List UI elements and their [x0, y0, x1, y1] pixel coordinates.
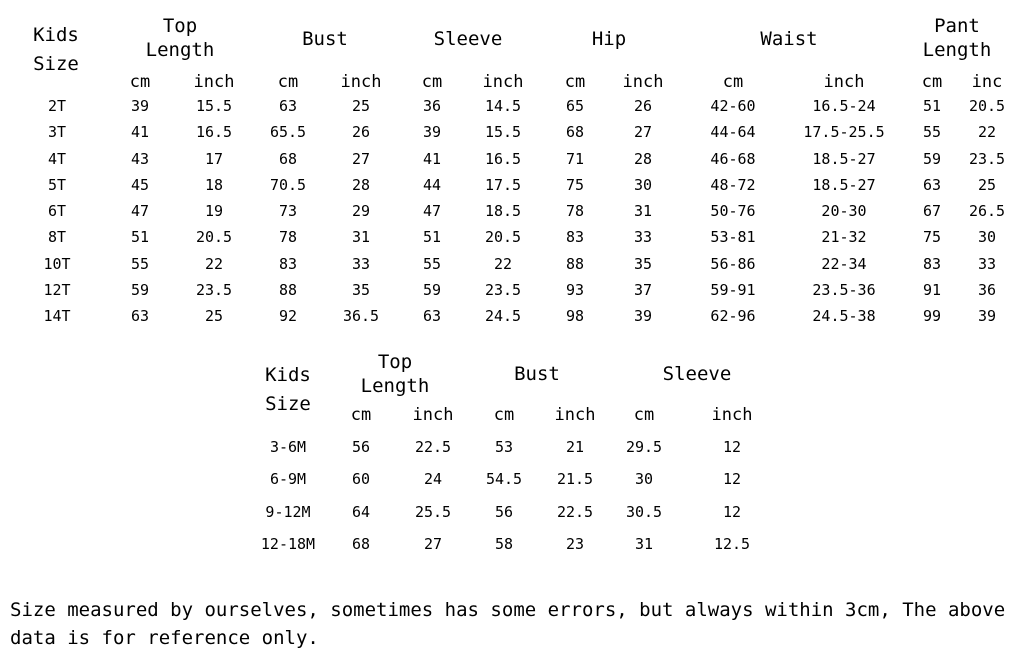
column-group-header: Top: [377, 351, 413, 373]
table-cell: 23.5: [195, 280, 233, 299]
table-cell: 88: [278, 280, 298, 299]
table-cell: 68: [278, 149, 298, 168]
table-cell: 14.5: [484, 97, 522, 115]
table-cell: 23.5-36: [812, 280, 876, 299]
table-cell: 22: [493, 254, 513, 273]
table-cell: 39: [130, 97, 150, 115]
table-cell: 25: [204, 307, 224, 325]
table-cell: 51: [922, 97, 942, 115]
table-cell: 98: [565, 307, 585, 325]
unit-header: inch: [622, 72, 664, 92]
table-cell: 56: [494, 502, 514, 521]
table-cell: 41: [130, 123, 150, 142]
table-cell: 18: [204, 175, 224, 194]
table-cell: 47: [422, 202, 442, 220]
table-cell: 78: [565, 202, 585, 220]
table-cell: 50-76: [710, 202, 756, 220]
size-label: 6T: [47, 202, 67, 220]
unit-header: inch: [482, 72, 524, 92]
table-cell: 22: [204, 254, 224, 273]
table-cell: 78: [278, 228, 298, 247]
table-cell: 73: [278, 202, 298, 220]
table-cell: 31: [351, 228, 371, 247]
table-cell: 17.5: [484, 175, 522, 194]
table-cell: 63: [278, 97, 298, 115]
table-cell: 20-30: [821, 202, 867, 220]
table-cell: 36: [422, 97, 442, 115]
size-label: 6-9M: [269, 470, 307, 489]
table-cell: 65: [565, 97, 585, 115]
table-cell: 27: [423, 535, 443, 554]
table-cell: 53-81: [710, 228, 756, 247]
table-cell: 12: [722, 502, 742, 521]
table-cell: 59-91: [710, 280, 756, 299]
table-cell: 48-72: [710, 175, 756, 194]
unit-header: cm: [277, 72, 299, 92]
table-cell: 56: [351, 438, 371, 456]
table-cell: 23.5: [968, 149, 1006, 168]
table-cell: 63: [130, 307, 150, 325]
table-cell: 46-68: [710, 149, 756, 168]
table-cell: 93: [565, 280, 585, 299]
size-header: Size: [33, 53, 79, 75]
table-cell: 22.5: [414, 438, 452, 456]
unit-header: inc: [971, 72, 1003, 92]
size-label: 8T: [47, 228, 67, 247]
table-cell: 83: [565, 228, 585, 247]
table-cell: 53: [494, 438, 514, 456]
table-cell: 28: [633, 149, 653, 168]
table-cell: 36.5: [342, 307, 380, 325]
table-cell: 51: [130, 228, 150, 247]
size-label: 4T: [47, 149, 67, 168]
table-cell: 22-34: [821, 254, 867, 273]
size-label: 2T: [47, 97, 67, 115]
unit-header: inch: [554, 405, 596, 425]
table-cell: 56-86: [710, 254, 756, 273]
table-cell: 30.5: [625, 502, 663, 521]
table-cell: 20.5: [195, 228, 233, 247]
unit-header: inch: [823, 72, 865, 92]
table-cell: 21.5: [556, 470, 594, 489]
table-cell: 36: [977, 280, 997, 299]
size-header: Size: [265, 393, 311, 415]
unit-header: cm: [350, 405, 372, 425]
table-cell: 29: [351, 202, 371, 220]
table-cell: 83: [922, 254, 942, 273]
table-cell: 21-32: [821, 228, 867, 247]
table-cell: 22: [977, 123, 997, 142]
column-group-header: Pant: [934, 15, 980, 37]
table-cell: 67: [922, 202, 942, 220]
table-cell: 30: [634, 470, 654, 489]
table-cell: 22.5: [556, 502, 594, 521]
table-cell: 54.5: [485, 470, 523, 489]
table-cell: 30: [633, 175, 653, 194]
table-cell: 59: [130, 280, 150, 299]
column-group-header: Hip: [591, 28, 627, 50]
table-cell: 17: [204, 149, 224, 168]
table-cell: 16.5: [195, 123, 233, 142]
table-cell: 75: [565, 175, 585, 194]
table-cell: 59: [422, 280, 442, 299]
table-cell: 33: [633, 228, 653, 247]
table-cell: 33: [351, 254, 371, 273]
table-cell: 91: [922, 280, 942, 299]
table-cell: 29.5: [625, 438, 663, 456]
table-cell: 39: [633, 307, 653, 325]
table-cell: 18.5: [484, 202, 522, 220]
table-cell: 17.5-25.5: [803, 123, 885, 142]
table-cell: 26: [351, 123, 371, 142]
table-cell: 44-64: [710, 123, 756, 142]
table-cell: 12.5: [713, 535, 751, 554]
table-cell: 45: [130, 175, 150, 194]
table-cell: 26.5: [968, 202, 1006, 220]
size-label: 12-18M: [260, 535, 316, 554]
table-cell: 24.5-38: [812, 307, 876, 325]
size-label: 10T: [43, 254, 71, 273]
table-cell: 99: [922, 307, 942, 325]
size-label: 5T: [47, 175, 67, 194]
table-cell: 16.5-24: [812, 97, 876, 115]
table-cell: 62-96: [710, 307, 756, 325]
table-cell: 16.5: [484, 149, 522, 168]
table-cell: 26: [633, 97, 653, 115]
unit-header: cm: [633, 405, 655, 425]
table-cell: 31: [634, 535, 654, 554]
table-cell: 64: [351, 502, 371, 521]
table-cell: 39: [422, 123, 442, 142]
unit-header: cm: [921, 72, 943, 92]
size-label: 12T: [43, 280, 71, 299]
column-group-header: Length: [922, 39, 992, 61]
unit-header: cm: [564, 72, 586, 92]
table-cell: 25: [351, 97, 371, 115]
table-cell: 41: [422, 149, 442, 168]
table-cell: 20.5: [484, 228, 522, 247]
size-label: 3-6M: [269, 438, 307, 456]
table-cell: 51: [422, 228, 442, 247]
size-label: 14T: [43, 307, 71, 325]
table-cell: 24: [423, 470, 443, 489]
table-cell: 43: [130, 149, 150, 168]
unit-header: inch: [711, 405, 753, 425]
column-group-header: Sleeve: [433, 28, 503, 50]
table-cell: 60: [351, 470, 371, 489]
table-cell: 15.5: [484, 123, 522, 142]
table-cell: 75: [922, 228, 942, 247]
table-cell: 28: [351, 175, 371, 194]
table-cell: 44: [422, 175, 442, 194]
table-cell: 55: [922, 123, 942, 142]
table-cell: 12: [722, 470, 742, 489]
table-cell: 18.5-27: [812, 149, 876, 168]
column-group-header: Bust: [302, 28, 348, 50]
column-group-header: Waist: [760, 28, 818, 50]
table-cell: 35: [351, 280, 371, 299]
size-label: 3T: [47, 123, 67, 142]
unit-header: cm: [493, 405, 515, 425]
table-cell: 59: [922, 149, 942, 168]
table-cell: 68: [351, 535, 371, 554]
table-cell: 65.5: [269, 123, 307, 142]
table-cell: 70.5: [269, 175, 307, 194]
table-cell: 55: [130, 254, 150, 273]
table-cell: 68: [565, 123, 585, 142]
table-cell: 35: [633, 254, 653, 273]
table-cell: 55: [422, 254, 442, 273]
column-group-header: Length: [360, 375, 430, 397]
unit-header: inch: [412, 405, 454, 425]
table-cell: 20.5: [968, 97, 1006, 115]
table-cell: 37: [633, 280, 653, 299]
table-cell: 27: [351, 149, 371, 168]
table-cell: 24.5: [484, 307, 522, 325]
table-cell: 71: [565, 149, 585, 168]
unit-header: cm: [722, 72, 744, 92]
table-cell: 27: [633, 123, 653, 142]
table-cell: 19: [204, 202, 224, 220]
table-cell: 83: [278, 254, 298, 273]
table-cell: 12: [722, 438, 742, 456]
column-group-header: Top: [162, 15, 198, 37]
table-cell: 33: [977, 254, 997, 273]
table-cell: 47: [130, 202, 150, 220]
size-header: Kids: [265, 364, 311, 386]
unit-header: inch: [340, 72, 382, 92]
table-cell: 23.5: [484, 280, 522, 299]
table-cell: 39: [977, 307, 997, 325]
table-cell: 63: [922, 175, 942, 194]
table-cell: 63: [422, 307, 442, 325]
table-cell: 88: [565, 254, 585, 273]
unit-header: cm: [129, 72, 151, 92]
size-label: 9-12M: [265, 502, 311, 521]
column-group-header: Length: [145, 39, 215, 61]
table-cell: 21: [565, 438, 585, 456]
column-group-header: Sleeve: [662, 363, 732, 385]
unit-header: inch: [193, 72, 235, 92]
unit-header: cm: [421, 72, 443, 92]
column-group-header: Bust: [514, 363, 560, 385]
size-header: Kids: [33, 24, 79, 46]
table-cell: 23: [565, 535, 585, 554]
table-cell: 18.5-27: [812, 175, 876, 194]
table-cell: 25: [977, 175, 997, 194]
table-cell: 42-60: [710, 97, 756, 115]
table-cell: 31: [633, 202, 653, 220]
table-cell: 30: [977, 228, 997, 247]
table-cell: 58: [494, 535, 514, 554]
table-cell: 92: [278, 307, 298, 325]
measurement-note: Size measured by ourselves, sometimes has some errors, but always within 3cm, The above data is for reference only.: [10, 599, 1017, 649]
table-cell: 25.5: [414, 502, 452, 521]
table-cell: 15.5: [195, 97, 233, 115]
